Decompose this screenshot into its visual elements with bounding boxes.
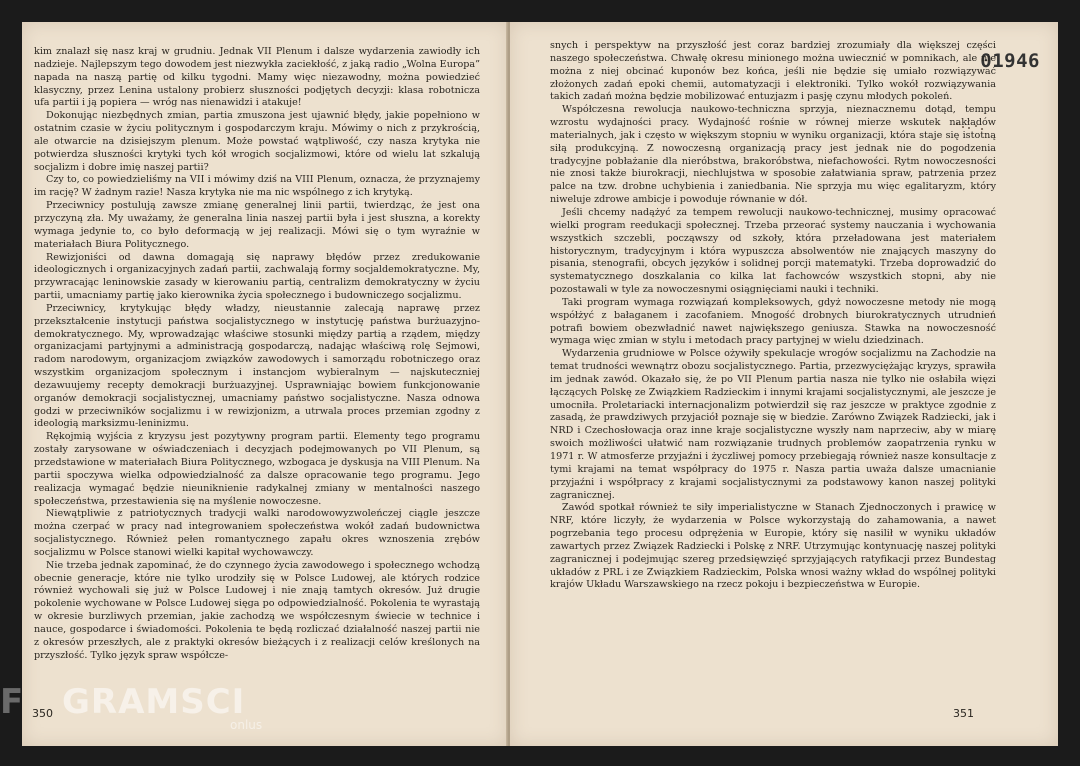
left-page xyxy=(22,22,508,746)
paragraph: Zawód spotkał również te siły imperialistyczne w Stanach Zjednoczonych i prawicę w NRF, które liczyły, że wydarzenia w Polsce wykorzystają do zahamowania, a nawet pogrzebania tego procesu odprężenia w Europie, który się nasilił w wyniku układów zawartych przez Związek Radziecki i Polskę z NRF. Utrzymując kontynuację naszej polityki zagranicznej i podejmując szereg przedsięwzięć sprzyjających ratyfikacji przez Bundestag układów z PRL i ze Związkiem Radzieckim, Polska wnosi ważny wkład do wspólnej polityki krajów Układu Warszawskiego na rzecz pokoju i bezpieczeństwa w Europie. xyxy=(550,502,996,591)
paragraph: Czy to, co powiedzieliśmy na VII i mówimy dziś na VIII Plenum, oznacza, że przyznajemy im rację? W żadnym razie! Nasza krytyka nie ma nic wspólnego z ich krytyką. xyxy=(34,174,480,199)
paragraph: Rewizjoniści od dawna domagają się naprawy błędów przez zredukowanie ideologicznych i organizacyjnych zadań partii, zachwalają formy socjaldemokratyczne. My, przywracając leninowskie zasady w kierowaniu partią, centralizm demokratyczny w życiu partii, umacniamy partię jako kierownika życia społecznego i budowniczego socjalizmu. xyxy=(34,251,480,302)
paragraph: Nie trzeba jednak zapominać, że do czynnego życia zawodowego i społecznego wchodzą obecnie generacje, które nie tylko urodziły się w Polsce Ludowej, ale których rodzice również wychowali się już w Polsce Ludowej i nie znają tamtych okresów. Już drugie pokolenie wychowane w Polsce Ludowej sięga po odpowiedzialność. Pokolenia te wyrastają w okresie burzliwych przemian, jakie zachodzą we współczesnym świecie w technice i nauce, gospodarce i świadomości. Pokolenia te będą rozliczać działalność naszej partii nie z okresów przeszłych, ale z praktyki okresów bieżących i z realizacji celów kreślonych na przyszłość. Tylko język spraw współcze- xyxy=(34,559,480,661)
right-page-text xyxy=(550,40,996,592)
paragraph: Taki program wymaga rozwiązań kompleksowych, gdyż nowoczesne metody nie mogą współżyć z bałaganem i zacofaniem. Mnogość drobnych biurokratycznych utrudnień potrafi bowiem obezwładnić nawet największego geniusza. Stawka na nowoczesność wymaga więc zmian w stylu i metodach pracy partyjnej w wielu dziedzinach. xyxy=(550,296,996,347)
paragraph: Wydarzenia grudniowe w Polsce ożywiły spekulacje wrogów socjalizmu na Zachodzie na temat trudności wewnątrz obozu socjalistycznego. Partia, przezwyciężając kryzys, sprawiła im jednak zawód. Okazało się, że po VII Plenum partia nasza nie tylko nie osłabiła więzi łączących Polskę ze Związkiem Radzieckim i innymi krajami socjalistycznymi, ale jeszcze je umocniła. Proletariacki internacjonalizm potwierdził się raz jeszcze w praktyce zgodnie z zasadą, że prawdziwych przyjaciół poznaje się w biedzie. Zarówno Związek Radziecki, jak i NRD i Czechosłowacja oraz inne kraje socjalistyczne wyszły nam naprzeciw, aby w miarę swoich możliwości ułatwić nam rozwiązanie trudnych problemów zaopatrzenia rynku w 1971 r. W atmosferze przyjaźni i życzliwej pomocy przebiegają również nasze konsultacje z tymi krajami na temat współpracy do 1975 r. Nasza partia uważa dalsze umacnianie przyjaźni i współpracy z krajami socjalistycznymi za podstawowy kanon naszej polityki zagranicznej. xyxy=(550,348,996,501)
paragraph: Jeśli chcemy nadążyć za tempem rewolucji naukowo-technicznej, musimy opracować wielki program reedukacji społecznej. Trzeba przeorać systemy nauczania i wychowania wszystkich szczebli, począwszy od szkoły, która przeładowana jest materiałem historycznym, tradycyjnym i która wypuszcza absolwentów nie znających maszyny do pisania, stenografii, obcych języków i solidnej porcji matematyki. Trzeba doprowadzić do systematycznego doszkalania co kilka lat fachowców wszystkich stopni, aby nie pozostawali w tyle za nowoczesnymi osiągnięciami nauki i techniki. xyxy=(550,206,996,296)
page-number-left: 350 xyxy=(32,707,53,720)
watermark-prefix: F xyxy=(0,682,24,722)
paragraph: Przeciwnicy postulują zawsze zmianę generalnej linii partii, twierdząc, że jest ona przyczyną zła. My uważamy, że generalna linia naszej partii była i jest słuszna, a korekty wymaga jedynie to, co było deformacją w jej realizacji. Mówi się o tym wyraźnie w materiałach Biura Politycznego. xyxy=(34,200,480,250)
paragraph: Rękojmią wyjścia z kryzysu jest pozytywny program partii. Elementy tego programu zostały zarysowane w oświadczeniach i decyzjach podejmowanych po VII Plenum, są przedstawione w materiałach Biura Politycznego, wzbogaca je dyskusja na VIII Plenum. Na partii spoczywa wielka odpowiedzialność za dalsze opracowanie tego programu. Jego realizacja wymagać będzie nieuniknienie radykalnej zmiany w mentalności naszego społeczeństwa, przestawienia się na myślenie nowoczesne. xyxy=(34,431,480,507)
paragraph: Współczesna rewolucja naukowo-techniczna sprzyja, nieznacznemu dotąd, tempu wzrostu wydajności pracy. Wydajność rośnie w równej mierze wskutek nakładów materialnych, jak i często w większym stopniu w wyniku organizacji, która staje się istotną siłą produkcyjną. Z nowoczesną organizacją pracy jest jednak nie do pogodzenia tradycyjne pobłażanie dla nieróbstwa, brakoróbstwa, niefachowości. Rytm nowoczesności nie znosi także biurokracji, niechlujstwa w sposobie załatwiania spraw, patrzenia przez palce na tzw. drobne uchybienia i zaniedbania. Nie sprzyja mu więc egalitaryzm, który niweluje zdrowe ambicje i powoduje równanie w dół. xyxy=(550,104,996,206)
page-number-right: 351 xyxy=(953,707,974,720)
watermark-text: GRAMSCI xyxy=(62,682,246,722)
paragraph: Niewątpliwie z patriotycznych tradycji walki narodowowyzwoleńczej ciągle jeszcze można czerpać w pracy nad integrowaniem społeczeństwa wokół zadań budownictwa socjalistycznego. Również pełen romantycznego zapału okres wznoszenia zrębów socjalizmu w Polsce stanowi wielki kapitał wychowawczy. xyxy=(34,508,480,558)
left-page-text xyxy=(34,46,480,663)
paragraph: Dokonując niezbędnych zmian, partia zmuszona jest ujawnić błędy, jakie popełniono w ostatnim czasie w życiu politycznym i gospodarczym kraju. Mówimy o nich z przykrością, ale otwarcie na dzisiejszym plenum. Może powstać wątpliwość, czy nasza krytyka nie potwierdza słuszności krytyki tych kół wrogich socjalizmowi, które od wielu lat szkalują socjalizm i dobre imię naszej partii? xyxy=(34,110,480,173)
paragraph: snych i perspektyw na przyszłość jest coraz bardziej zrozumiały dla większej części naszego społeczeństwa. Chwałę okresu minionego można uwiecznić w pomnikach, ale nie można z niej obcinać kuponów bez końca, jeśli nie będzie się umiało rozwiązywać złożonych zadań epoki chemii, automatyzacji i elektroniki. Tylko wokół rozwiązywania takich zadań można będzie mobilizować entuzjazm i pasję czynu młodych pokoleń. xyxy=(550,40,996,103)
paragraph: kim znalazł się nasz kraj w grudniu. Jednak VII Plenum i dalsze wydarzenia zawiodły ich nadzieje. Najlepszym tego dowodem jest niezwykła zaciekłość, z jaką radio „Wolna Europa” napada na naszą partię od kilku tygodni. Mamy więc niezawodny, można powiedzieć klasyczny, przez Lenina ustalony probierz słuszności podjętych decyzji: klasa robotnicza ufa partii i ją popiera — wróg nas nienawidzi i atakuje! xyxy=(34,46,480,109)
right-page xyxy=(510,22,1058,746)
paragraph: Przeciwnicy, krytykując błędy władzy, nieustannie zalecają naprawę przez przekształcenie instytucji państwa socjalistycznego w instytucję państwa burżuazyjno-demokratycznego. My, wprowadzając właściwe stosunki między partią a rządem, między organizacjami partyjnymi a administracją gospodarczą, nadając właściwą rolę Sejmowi, radom narodowym, organizacjom związków zawodowych i samorządu robotniczego oraz wszystkim organizacjom społecznym i instancjom wybieralnym — najskuteczniej dezawuujemy recepty demokracji burżuazyjnej. Usprawniając bowiem funkcjonowanie organów demokracji socjalistycznej, umacniamy państwo socjalistyczne. Nasza odnowa godzi w przeciwników socjalizmu i w rewizjonizm, a utrwala proces przemian zgodny z ideologią marksizmu-leninizmu. xyxy=(34,302,480,430)
watermark-subtext: onlus xyxy=(230,718,263,732)
archive-stamp: 01946 xyxy=(980,50,1040,72)
